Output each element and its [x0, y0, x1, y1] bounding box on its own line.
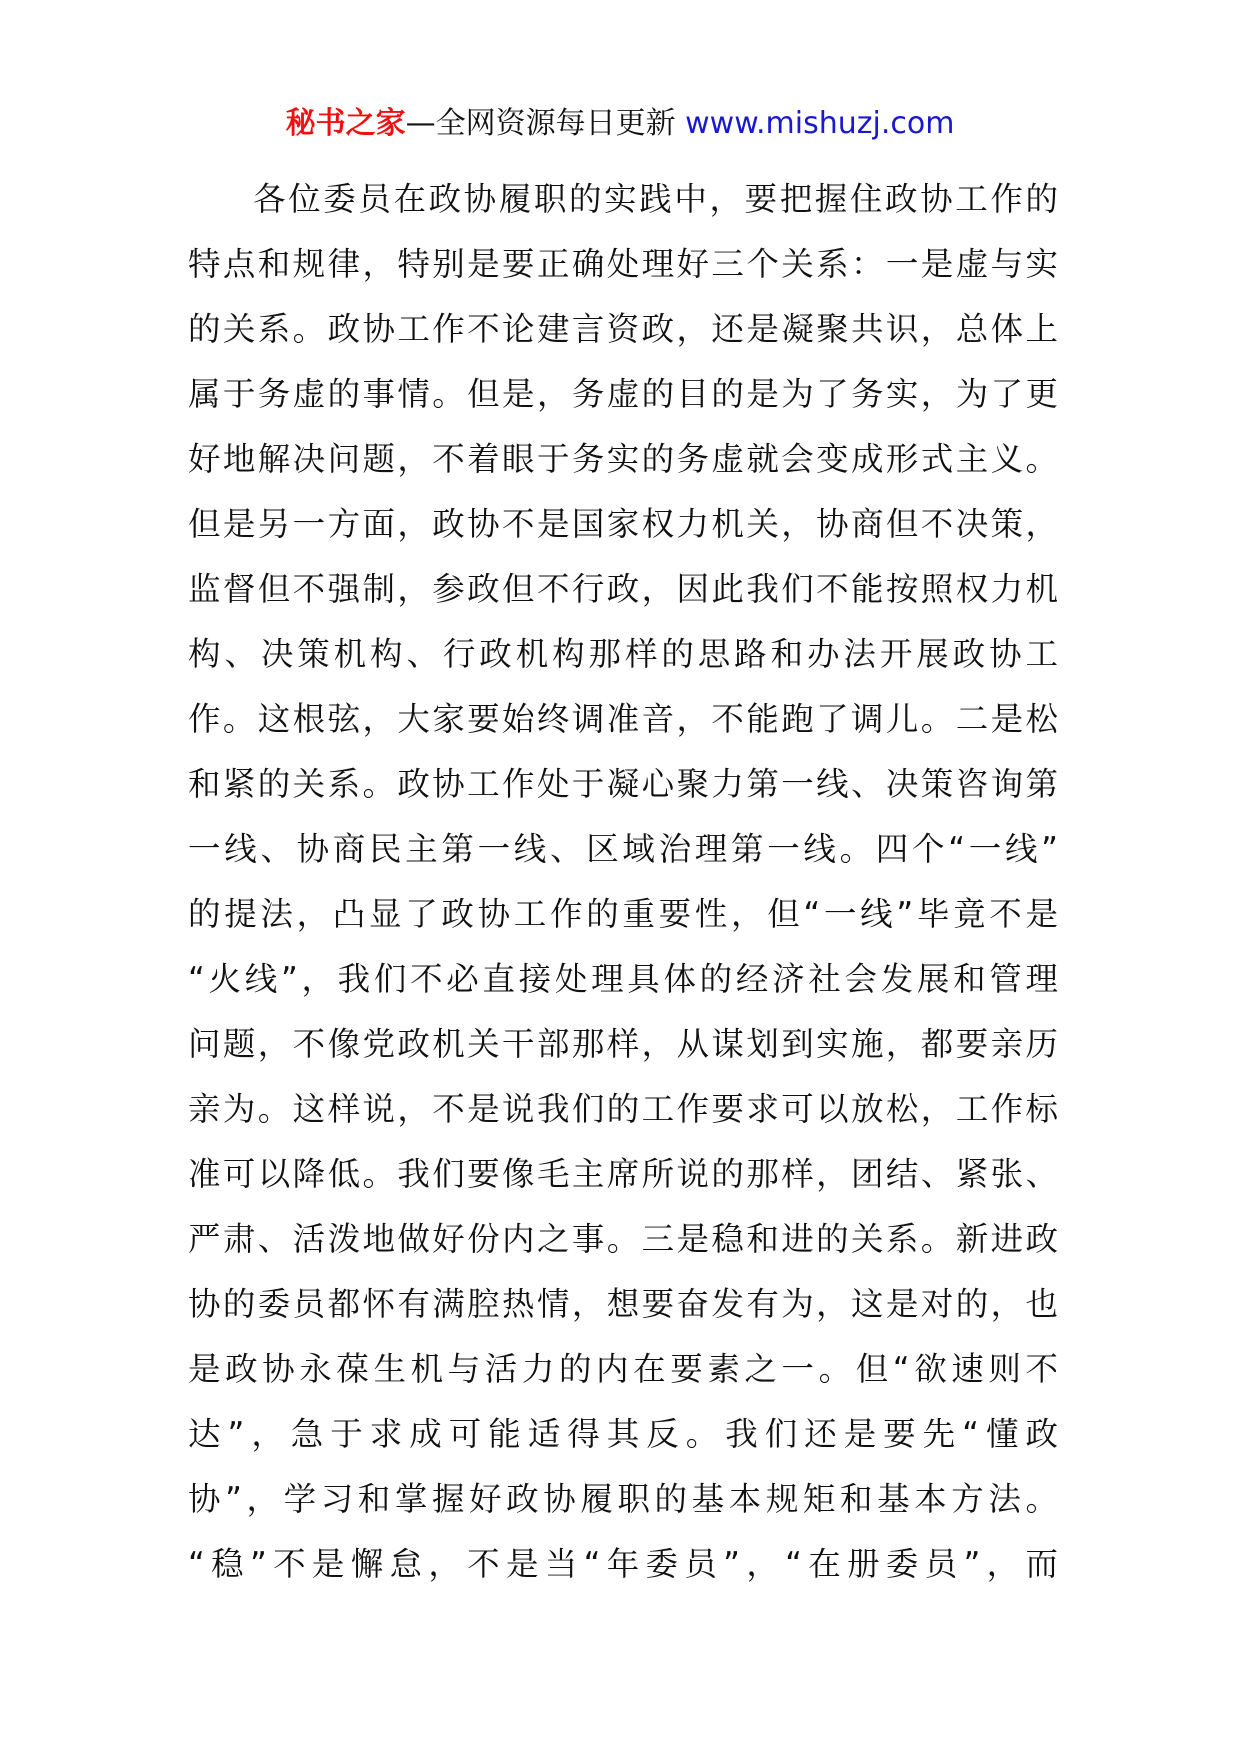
text-line: 和紧的关系。政协工作处于凝心聚力第一线、决策咨询第 [188, 765, 1058, 803]
text-line: 好地解决问题，不着眼于务实的务虚就会变成形式主义。 [188, 440, 1058, 478]
text-line: 属于务虚的事情。但是，务虚的目的是为了务实，为了更 [188, 375, 1058, 413]
body-paragraph [188, 167, 1058, 1597]
text-line: 是政协永葆生机与活力的内在要素之一。但“欲速则不 [188, 1350, 1058, 1388]
header-brand: 秘书之家 [285, 106, 406, 141]
text-line: 协的委员都怀有满腔热情，想要奋发有为，这是对的，也 [188, 1285, 1058, 1323]
text-line: “稳”不是懈怠，不是当“年委员”，“在册委员”，而 [188, 1545, 1058, 1583]
text-line: 各位委员在政协履职的实践中，要把握住政协工作的 [253, 180, 1058, 218]
text-line: 准可以降低。我们要像毛主席所说的那样，团结、紧张、 [188, 1155, 1058, 1193]
text-line: 严肃、活泼地做好份内之事。三是稳和进的关系。新进政 [188, 1220, 1058, 1258]
text-line: 协”，学习和掌握好政协履职的基本规矩和基本方法。 [188, 1480, 1058, 1518]
header-url-link[interactable]: www.mishuzj.com [685, 106, 955, 141]
page-header [0, 104, 1240, 144]
text-line: 的关系。政协工作不论建言资政，还是凝聚共识，总体上 [188, 310, 1058, 348]
text-line: 构、决策机构、行政机构那样的思路和办法开展政协工 [188, 635, 1058, 673]
text-line: “火线”，我们不必直接处理具体的经济社会发展和管理 [188, 960, 1058, 998]
text-line: 的提法，凸显了政协工作的重要性，但“一线”毕竟不是 [188, 895, 1058, 933]
text-line: 但是另一方面，政协不是国家权力机关，协商但不决策， [188, 505, 1058, 543]
text-line: 问题，不像党政机关干部那样，从谋划到实施，都要亲历 [188, 1025, 1058, 1063]
text-line: 监督但不强制，参政但不行政，因此我们不能按照权力机 [188, 570, 1058, 608]
text-line: 达”，急于求成可能适得其反。我们还是要先“懂政 [188, 1415, 1058, 1453]
text-line: 特点和规律，特别是要正确处理好三个关系：一是虚与实 [188, 245, 1058, 283]
text-line: 一线、协商民主第一线、区域治理第一线。四个“一线” [188, 830, 1058, 868]
text-line: 亲为。这样说，不是说我们的工作要求可以放松，工作标 [188, 1090, 1058, 1128]
text-line: 作。这根弦，大家要始终调准音，不能跑了调儿。二是松 [188, 700, 1058, 738]
header-tagline: —全网资源每日更新 [405, 106, 676, 141]
